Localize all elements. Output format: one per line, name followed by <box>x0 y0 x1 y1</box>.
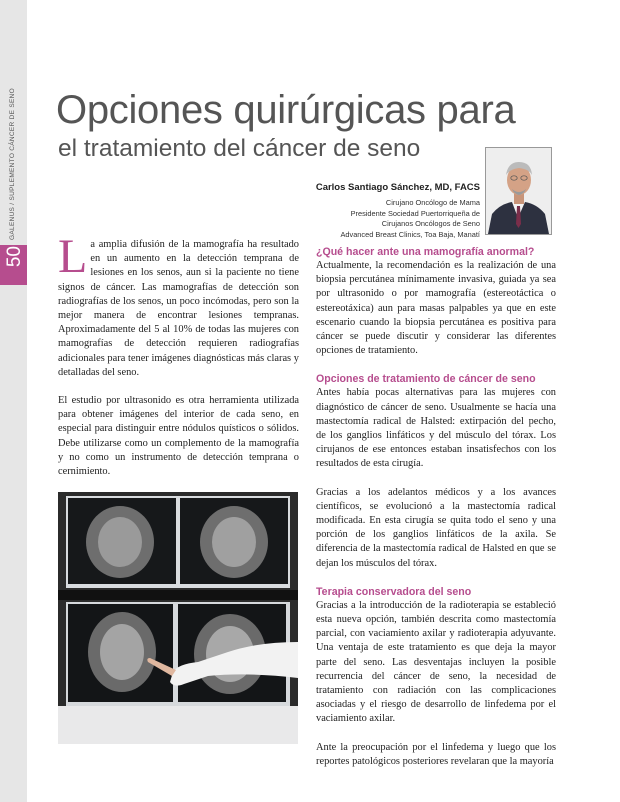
author-name: Carlos Santiago Sánchez, MD, FACS <box>315 182 480 193</box>
intro-text: a amplia difusión de la mamografía ha resultado en un aumento en la detección temprana de lesiones en los senos, aun si la paciente no tiene signos de cáncer. Las mamografías de detección son radiografías de los senos, un poco incómodas, pero son la mejor manera de encontrar lesiones tempranas. Aproximadamente del 5 al 10% de todas las mujeres con mamografías de detección requieren radiografías adicionales para tener imágenes diagnósticas más claras y detalladas del seno. <box>58 239 299 378</box>
section-heading-conservative-therapy: Terapia conservadora del seno <box>316 585 472 598</box>
ultrasound-paragraph: El estudio por ultrasonido es otra herramienta utilizada para obtener imágenes del interior de cada seno, en especial para distinguir entre nódulos quísticos o sólidos. Debe utilizarse como un complemento de la mamografía y no como un instrumento de detección temprana o cernimiento. <box>58 395 299 478</box>
mammogram-viewer-image <box>58 492 298 744</box>
article-title: Opciones quirúrgicas para <box>56 88 516 132</box>
intro-paragraph <box>58 230 299 380</box>
section-heading-treatment-options: Opciones de tratamiento de cáncer de seno <box>316 373 536 386</box>
mammogram-photo <box>58 492 298 744</box>
author-block <box>180 182 480 240</box>
body-paragraph: Ante la preocupación por el linfedema y luego que los reportes patológicos posteriores revelaran que la mayoría <box>316 741 556 767</box>
running-head: GALENUS / SUPLEMENTO CÁNCER DE SENO <box>9 88 16 240</box>
body-paragraph: Antes había pocas alternativas para las mujeres con diagnóstico de cáncer de seno. Usualmente se hacía una mastectomía radical de Halsted: extirpación del pecho, de los ganglios linfáticos y del músculo del tórax. Los cirujanos de ese entonces estaban insatisfechos con los resultados de esta cirugía. <box>316 387 556 470</box>
author-photo <box>485 147 552 235</box>
author-role: Cirujano Oncólogo de Mama <box>385 198 480 207</box>
article-subtitle: el tratamiento del cáncer de seno <box>58 135 421 162</box>
right-column <box>316 245 556 783</box>
author-role: Presidente Sociedad Puertorriqueña de <box>350 208 480 218</box>
author-affiliation: Advanced Breast Clinics, Toa Baja, Manatí <box>340 229 480 239</box>
drop-cap: L <box>58 230 88 283</box>
page-number: 50 <box>4 246 25 268</box>
section-heading-abnormal-mammogram: ¿Qué hacer ante una mamografía anormal? <box>316 246 535 258</box>
left-column <box>58 230 299 493</box>
author-portrait-image <box>486 148 551 234</box>
body-paragraph: Gracias a la introducción de la radioterapia se estableció esta nueva opción, también descrita como mastectomía parcial, con vaciamiento axilar y radioterapia adyuvante. Una ventaja de este tratamiento es que deja la mayor parte del seno. Las desventajas incluyen la posible recurrencia del cáncer de seno, la necesidad de tratamiento con radiación con las complicaciones asociadas y el riesgo de desarrollo de linfedema por el vaciamiento axilar. <box>316 599 556 725</box>
author-role: Cirujanos Oncólogos de Seno <box>381 219 480 228</box>
body-paragraph: Gracias a los adelantos médicos y a los avances científicos, se evolucionó a la mastectomía radical modificada. En esta cirugía se quita todo el seno y una porción de los ganglios linfáticos de la axila. Se diferencia de la mastectomía radical de Halsted en que se dejan los músculos del tórax. <box>316 486 556 569</box>
body-paragraph: Actualmente, la recomendación es la realización de una biopsia percutánea mínimamente invasiva, guiada ya sea por ultrasonido o por mamografía (estereotáctica o estereotáxica) aun para masas palpables ya que en este escenario cuando la biopsia percutánea es positiva para cáncer se puede discutir y considerar las diferentes opciones de tratamiento. <box>316 260 556 357</box>
